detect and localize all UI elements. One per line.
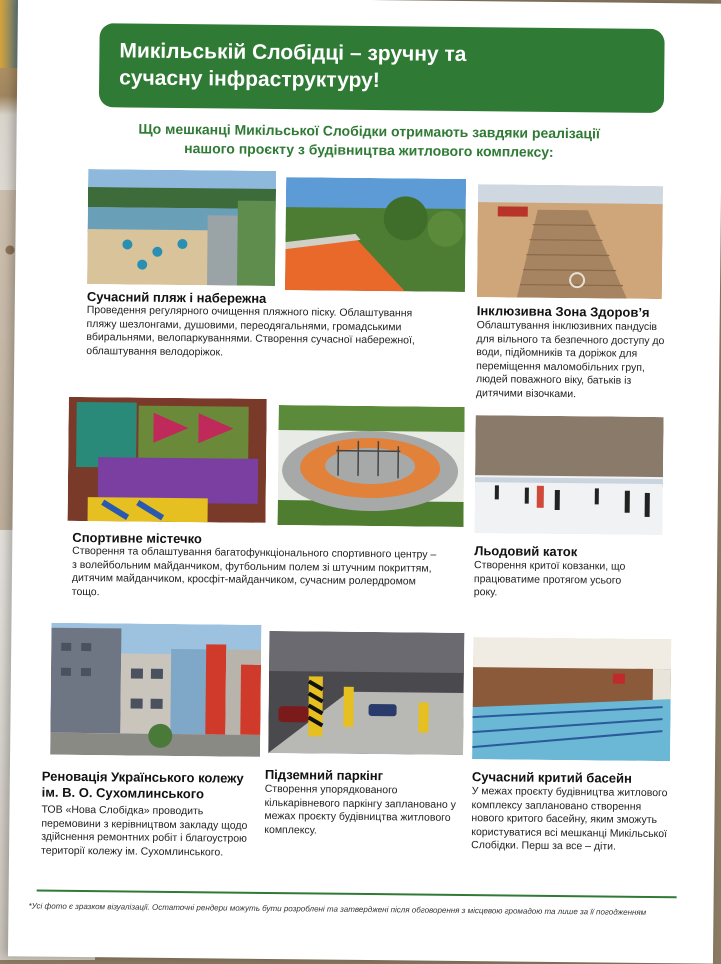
beach-title: Сучасний пляж і набережна [87,289,267,307]
title-line-1: Микільській Слобідці – зручну та [119,37,559,69]
pool-title: Сучасний критий басейн [472,769,632,787]
parking-photo [268,631,464,755]
sports-complex-photo [68,397,267,523]
health-zone-title: Інклюзивна Зона Здоров’я [477,303,650,321]
health-zone-description: Облаштування інклюзивних пандусів для вільного та безпечного доступу до води, підйомників та доріжок для переміщення маломобільних груп, людей поважного віку, батьків із дитячими візочками. [476,319,669,403]
sports-town-description: Створення та облаштування багатофункціонального спортивного центру – з волейбольним майданчиком, футбольним полем зі штучним покриттям, дитячим майданчиком, кросфіт-майданчиком, сучасним ролердромом тощо. [72,545,443,603]
ice-rink-title: Льодовий каток [474,543,577,560]
crossfit-park-photo [277,405,464,527]
ice-rink-description: Створення критої ковзанки, що працюватиме протягом усього року. [474,559,644,602]
college-title-line-2: ім. В. О. Сухомлинського [42,785,244,803]
flyer-page [8,0,721,964]
beach-photo [87,169,276,286]
footer-divider [37,890,677,899]
footnote: *Усі фото є зразком візуалізації. Остаточні рендери можуть бути розроблені та затверджені після обговорення з місцевою громадою та лише за її погодженням [28,901,688,917]
pool-photo [472,637,671,761]
beach-description: Проведення регулярного очищення пляжного піску. Облаштування пляжу шезлонгами, душовими, переодягальнями, громадськими вбиральнями, велопаркуваннями. Створення сучасної набережної, облаштування велодоріжок. [86,304,427,362]
parking-title: Підземний паркінг [265,767,383,784]
subtitle-line-1: Що мешканці Микільської Слобідки отримають завдяки реалізації [97,119,642,144]
college-title-line-1: Реновація Українського колежу [42,769,244,787]
subtitle-line-2: нашого проєкту з будівництва житлового комплексу: [96,138,641,163]
title-line-2: сучасну інфраструктуру! [119,64,559,96]
inclusive-zone-photo [477,184,663,299]
sports-town-title: Спортивне містечко [72,530,202,547]
embankment-photo [285,177,466,292]
page-subtitle [96,119,641,163]
college-photo [50,623,261,757]
header-banner [99,23,665,113]
page-title [119,37,560,96]
college-title [42,769,244,803]
ice-rink-photo [474,415,663,535]
pool-description: У межах проєкту будівництва житлового комплексу заплановано створення нового критого басейну, яким зможуть користуватися всі мешканці Микільської Слобідки. Перш за все – діти. [471,785,670,855]
parking-description: Створення упорядкованого кількарівневого паркінгу заплановано у межах проєкту будівництва житлового комплексу. [264,783,460,839]
college-description: ТОВ «Нова Слобідка» проводить перемовини з керівництвом закладу щодо здійснення ремонтних робіт і благоустрою території колежу ім. Сухомлинського. [41,804,252,861]
